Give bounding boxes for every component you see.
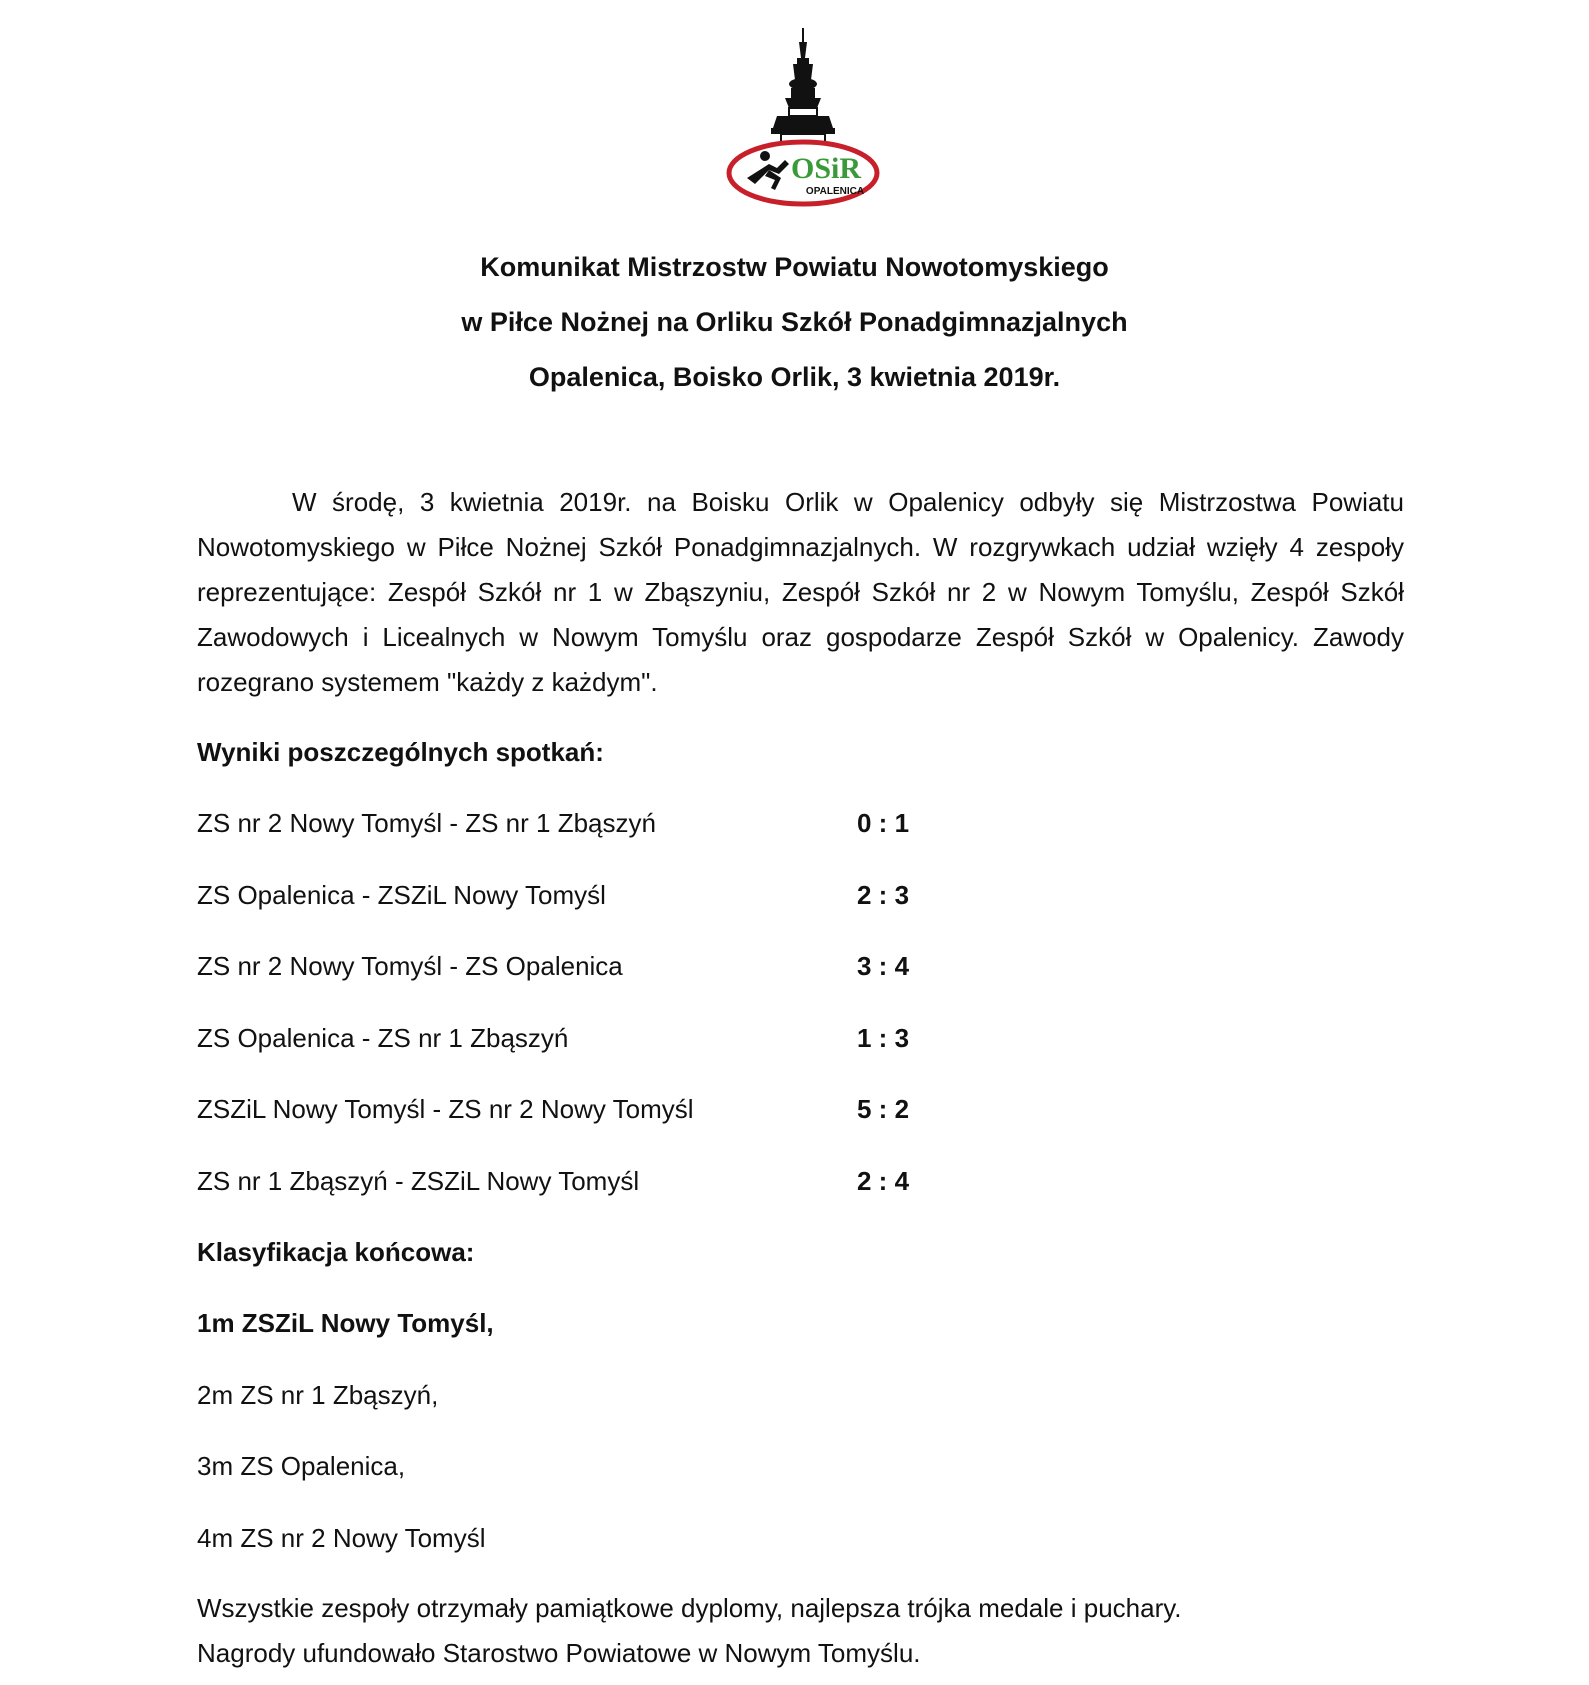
results-heading: Wyniki poszczególnych spotkań: [197,737,604,767]
match-row [197,1074,1404,1146]
document-body [197,480,1404,1676]
title-line-2: w Piłce Nożnej na Orliku Szkół Ponadgimnazjalnych [461,307,1128,337]
match-teams: ZS nr 1 Zbąszyń - ZSZiL Nowy Tomyśl [197,1165,640,1196]
classification-list [197,1288,1404,1574]
classification-heading: Klasyfikacja końcowa: [197,1237,475,1267]
match-row [197,931,1404,1003]
match-teams: ZS nr 2 Nowy Tomyśl - ZS Opalenica [197,951,623,981]
match-score: 5 : 2 [857,1094,910,1124]
closing-line-1: Wszystkie zespoły otrzymały pamiątkowe dyplomy, najlepsza trójka medale i puchary. [197,1593,1182,1623]
closing-paragraph [197,1586,1404,1676]
matches-list [197,788,1404,1217]
opalenica-wordmark: OPALENICA [805,186,865,197]
tower-icon [771,28,835,144]
match-row [197,788,1404,860]
classification-item-2: 2m ZS nr 1 Zbąszyń, [197,1379,439,1410]
classification-item-3: 3m ZS Opalenica, [197,1451,406,1481]
document-title [0,240,1589,405]
match-score: 0 : 1 [857,808,910,838]
match-teams: ZS nr 2 Nowy Tomyśl - ZS nr 1 Zbąszyń [197,808,656,838]
title-line-3: Opalenica, Boisko Orlik, 3 kwietnia 2019r. [528,362,1061,392]
match-score: 2 : 4 [857,1165,910,1196]
match-teams: ZS Opalenica - ZSZiL Nowy Tomyśl [197,879,606,910]
intro-paragraph: W środę, 3 kwietnia 2019r. na Boisku Orlik w Opalenicy odbyły się Mistrzostwa Powiatu Nowotomyskiego w Piłce Nożnej Szkół Ponadgimnazjalnych. W rozgrywkach udział wzięły 4 zespoły reprezentujące: Zespół Szkół nr 1 w Zbąszyniu, Zespół Szkół nr 2 w Nowym Tomyślu, Zespół Szkół Zawodowych i Licealnych w Nowym Tomyślu oraz gospodarze Zespół Szkół w Opalenicy. Zawody rozegrano systemem "każdy z każdym". [197,487,1404,697]
match-score: 3 : 4 [857,951,910,981]
match-score: 2 : 3 [857,879,910,910]
match-teams: ZSZiL Nowy Tomyśl - ZS nr 2 Nowy Tomyśl [197,1094,694,1124]
match-teams: ZS Opalenica - ZS nr 1 Zbąszyń [197,1022,569,1053]
osir-wordmark: OSiR [791,152,862,185]
title-line-1: Komunikat Mistrzostw Powiatu Nowotomyskiego [480,252,1109,282]
match-row [197,1146,1404,1218]
closing-line-2: Nagrody ufundowało Starostwo Powiatowe w Nowym Tomyślu. [197,1638,921,1668]
osir-opalenica-logo [725,28,885,228]
match-score: 1 : 3 [857,1022,910,1053]
match-row [197,1003,1404,1075]
classification-item-1: 1m ZSZiL Nowy Tomyśl, [197,1308,494,1338]
classification-item-4: 4m ZS nr 2 Nowy Tomyśl [197,1522,486,1553]
match-row [197,860,1404,932]
